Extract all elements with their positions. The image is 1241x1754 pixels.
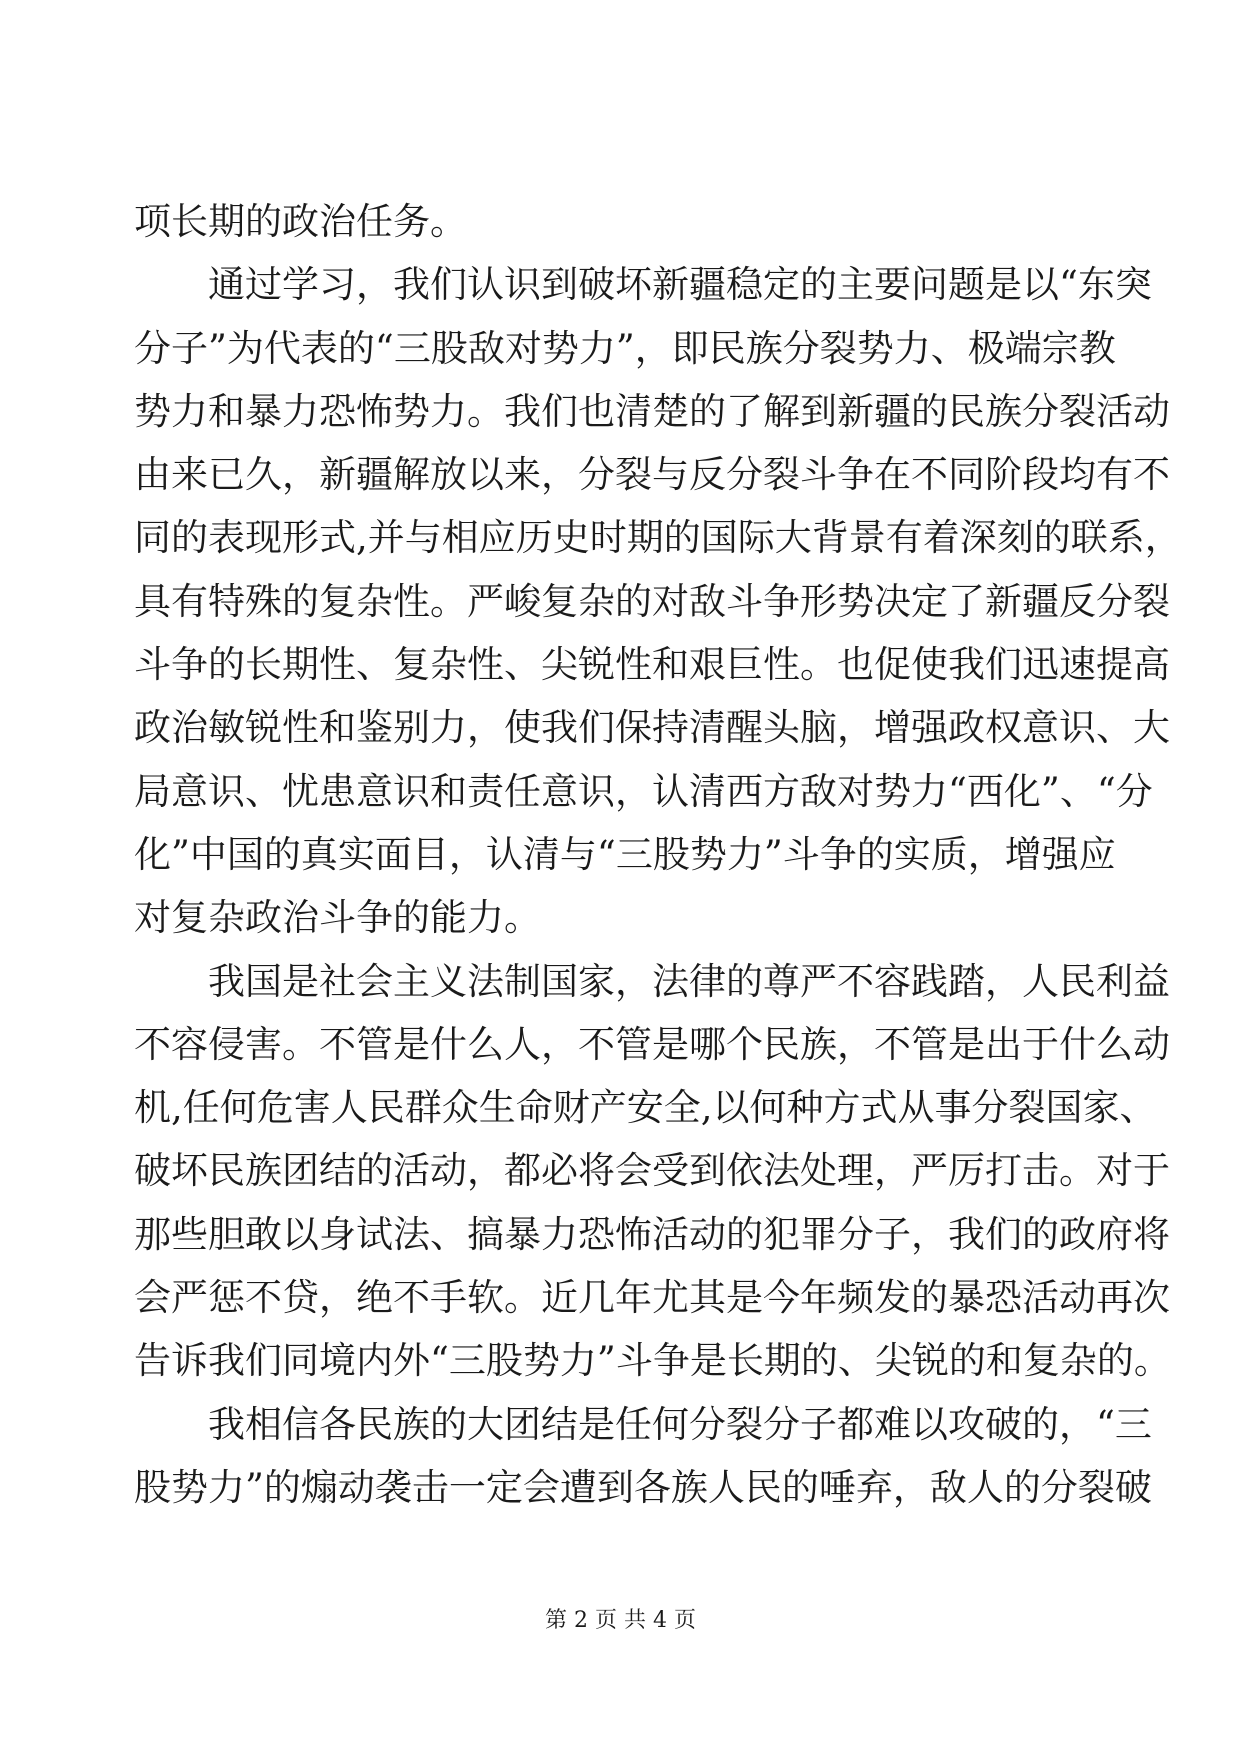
text-line: 化”中国的真实面目，认清与“三股势力”斗争的实质，增强应 [134, 832, 1116, 876]
text-line: 分子”为代表的“三股敌对势力”，即民族分裂势力、极端宗教 [134, 326, 1116, 370]
text-line: 股势力”的煽动袭击一定会遭到各族人民的唾弃，敌人的分裂破 [134, 1465, 1152, 1509]
text-line: 由来已久，新疆解放以来，分裂与反分裂斗争在不同阶段均有不 [134, 453, 1170, 497]
text-line: 同的表现形式,并与相应历史时期的国际大背景有着深刻的联系， [134, 516, 1182, 560]
paragraph [134, 196, 1114, 248]
text-line: 项长期的政治任务。 [134, 200, 467, 243]
text-line: 局意识、忧患意识和责任意识，认清西方敌对势力“西化”、“分 [134, 769, 1153, 813]
text-line: 通过学习，我们认识到破坏新疆稳定的主要问题是以“东突 [208, 263, 1152, 307]
text-line: 不容侵害。不管是什么人，不管是哪个民族，不管是出于什么动 [134, 1022, 1170, 1066]
paragraph [134, 259, 1182, 944]
text-line: 告诉我们同境内外“三股势力”斗争是长期的、尖锐的和复杂的。 [134, 1339, 1171, 1383]
text-line: 我相信各民族的大团结是任何分裂分子都难以攻破的，“三 [208, 1402, 1152, 1446]
text-line: 对复杂政治斗争的能力。 [134, 896, 541, 940]
text-line: 斗争的长期性、复杂性、尖锐性和艰巨性。也促使我们迅速提高 [134, 643, 1170, 687]
paragraph [134, 956, 1171, 1388]
text-line: 政治敏锐性和鉴别力，使我们保持清醒头脑，增强政权意识、大 [134, 706, 1170, 750]
text-line: 机,任何危害人民群众生命财产安全,以何种方式从事分裂国家、 [134, 1086, 1157, 1130]
text-line: 会严惩不贷，绝不手软。近几年尤其是今年频发的暴恐活动再次 [134, 1276, 1170, 1320]
page-footer [0, 1606, 1241, 1636]
page-number-label: 第 2 页 共 4 页 [545, 1608, 696, 1633]
text-line: 那些胆敢以身试法、搞暴力恐怖活动的犯罪分子，我们的政府将 [134, 1212, 1170, 1256]
text-line: 势力和暴力恐怖势力。我们也清楚的了解到新疆的民族分裂活动 [134, 389, 1170, 433]
text-line: 破坏民族团结的活动，都必将会受到依法处理，严厉打击。对于 [134, 1149, 1170, 1193]
body-text [134, 196, 1182, 1525]
text-line: 我国是社会主义法制国家，法律的尊严不容践踏，人民利益 [208, 959, 1170, 1003]
paragraph [134, 1399, 1152, 1514]
text-line: 具有特殊的复杂性。严峻复杂的对敌斗争形势决定了新疆反分裂 [134, 579, 1170, 623]
